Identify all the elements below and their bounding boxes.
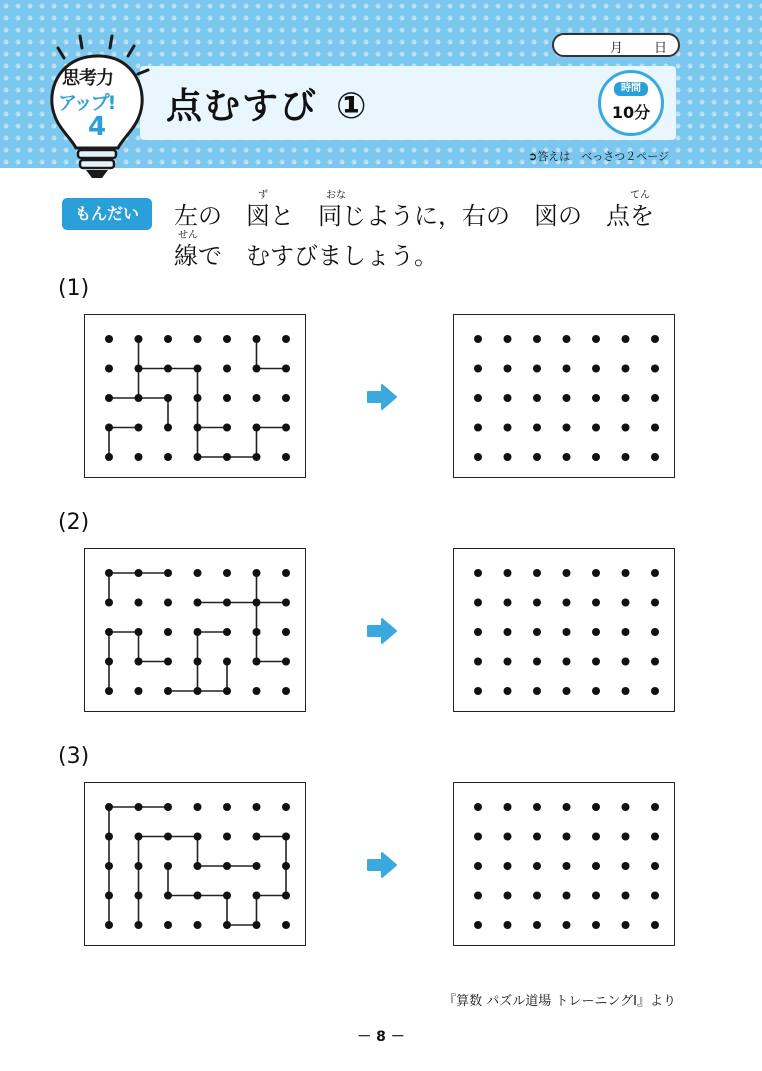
grid-dot: [282, 453, 290, 461]
grid-dot: [223, 833, 231, 841]
grid-dot: [164, 862, 172, 870]
grid-dot[interactable]: [651, 335, 659, 343]
grid-dot: [253, 394, 261, 402]
grid-dot: [105, 833, 113, 841]
grid-dot[interactable]: [592, 394, 600, 402]
grid-dot[interactable]: [563, 803, 571, 811]
grid-dot: [223, 394, 231, 402]
grid-dot[interactable]: [592, 628, 600, 636]
dot-grid-svg: [454, 549, 674, 711]
grid-dot: [253, 921, 261, 929]
grid-dot[interactable]: [474, 335, 482, 343]
grid-dot[interactable]: [622, 658, 630, 666]
ruby-sen: せん: [178, 230, 198, 241]
grid-dot[interactable]: [504, 365, 512, 373]
grid-dot[interactable]: [592, 453, 600, 461]
grid-dot: [223, 803, 231, 811]
dot-grid-answer[interactable]: [453, 782, 675, 946]
dot-grid-example: [84, 548, 306, 712]
grid-dot: [253, 862, 261, 870]
dot-grid-answer[interactable]: [453, 314, 675, 478]
grid-dot[interactable]: [504, 862, 512, 870]
badge-line2: アップ!: [58, 92, 115, 114]
grid-dot: [164, 658, 172, 666]
grid-dot: [223, 424, 231, 432]
grid-dot[interactable]: [622, 687, 630, 695]
grid-dot[interactable]: [474, 569, 482, 577]
grid-dot[interactable]: [592, 599, 600, 607]
grid-dot: [135, 658, 143, 666]
grid-dot[interactable]: [474, 628, 482, 636]
grid-dot: [282, 424, 290, 432]
grid-dot: [253, 453, 261, 461]
grid-dot[interactable]: [563, 687, 571, 695]
grid-dot[interactable]: [563, 569, 571, 577]
dot-grid-svg: [454, 315, 674, 477]
page-number: － 8 －: [357, 1029, 405, 1045]
arrow-circle-icon: ➲: [528, 150, 538, 163]
grid-dot: [164, 335, 172, 343]
grid-dot[interactable]: [592, 833, 600, 841]
grid-dot: [253, 687, 261, 695]
grid-dot[interactable]: [504, 803, 512, 811]
badge-line1: 思考力: [62, 68, 113, 89]
month-label: 月: [610, 41, 624, 56]
grid-dot: [105, 424, 113, 432]
grid-dot: [194, 394, 202, 402]
grid-dot[interactable]: [622, 453, 630, 461]
puzzle-label: (1): [58, 276, 90, 301]
grid-dot: [223, 599, 231, 607]
grid-dot[interactable]: [651, 628, 659, 636]
grid-dot[interactable]: [651, 394, 659, 402]
grid-dot: [253, 365, 261, 373]
grid-dot: [282, 658, 290, 666]
grid-dot: [105, 365, 113, 373]
grid-dot: [253, 569, 261, 577]
ruby-ona: おな: [326, 190, 346, 201]
puzzle-label: (2): [58, 510, 90, 535]
grid-dot: [194, 628, 202, 636]
grid-dot: [105, 687, 113, 695]
grid-dot: [223, 569, 231, 577]
grid-dot: [223, 892, 231, 900]
grid-dot[interactable]: [592, 569, 600, 577]
grid-dot[interactable]: [592, 658, 600, 666]
grid-dot: [223, 658, 231, 666]
grid-dot[interactable]: [533, 424, 541, 432]
grid-dot[interactable]: [622, 335, 630, 343]
time-label: 時間: [614, 82, 648, 96]
grid-dot[interactable]: [592, 687, 600, 695]
grid-dot: [194, 569, 202, 577]
instruction-line1: 左の 図と 同じように，右の 図の 点を: [174, 202, 654, 230]
day-label: 日: [654, 41, 668, 56]
grid-dot[interactable]: [474, 921, 482, 929]
grid-dot: [135, 453, 143, 461]
grid-dot: [194, 424, 202, 432]
dot-grid-svg: [85, 783, 305, 945]
grid-dot[interactable]: [563, 921, 571, 929]
grid-dot: [282, 365, 290, 373]
grid-dot[interactable]: [592, 862, 600, 870]
grid-dot[interactable]: [474, 453, 482, 461]
grid-dot: [282, 833, 290, 841]
grid-dot[interactable]: [533, 628, 541, 636]
grid-dot: [194, 658, 202, 666]
grid-dot: [164, 424, 172, 432]
time-badge: [598, 70, 664, 136]
grid-dot[interactable]: [563, 424, 571, 432]
grid-dot: [105, 921, 113, 929]
grid-dot: [282, 803, 290, 811]
grid-dot: [282, 569, 290, 577]
grid-dot: [135, 599, 143, 607]
grid-dot: [164, 803, 172, 811]
grid-dot: [105, 862, 113, 870]
right-arrow-icon: [366, 617, 398, 645]
grid-dot[interactable]: [504, 628, 512, 636]
grid-dot[interactable]: [622, 921, 630, 929]
grid-dot[interactable]: [592, 424, 600, 432]
grid-dot[interactable]: [651, 892, 659, 900]
grid-dot: [282, 394, 290, 402]
grid-dot: [105, 658, 113, 666]
grid-dot: [135, 862, 143, 870]
grid-dot: [253, 833, 261, 841]
grid-dot: [194, 833, 202, 841]
grid-dot[interactable]: [592, 365, 600, 373]
grid-dot[interactable]: [504, 921, 512, 929]
grid-dot[interactable]: [504, 453, 512, 461]
grid-dot[interactable]: [504, 892, 512, 900]
grid-dot: [282, 862, 290, 870]
grid-dot: [194, 365, 202, 373]
grid-dot[interactable]: [563, 833, 571, 841]
grid-dot[interactable]: [474, 424, 482, 432]
grid-dot: [194, 921, 202, 929]
grid-dot: [105, 453, 113, 461]
grid-dot[interactable]: [622, 569, 630, 577]
grid-dot[interactable]: [622, 599, 630, 607]
grid-dot[interactable]: [563, 394, 571, 402]
grid-dot[interactable]: [504, 335, 512, 343]
dot-grid-svg: [454, 783, 674, 945]
grid-dot[interactable]: [474, 658, 482, 666]
answer-note: ➲答えは べっさつ２ページ: [528, 150, 669, 163]
grid-dot: [135, 921, 143, 929]
grid-dot[interactable]: [533, 687, 541, 695]
grid-dot: [135, 394, 143, 402]
grid-dot[interactable]: [474, 394, 482, 402]
grid-dot: [164, 453, 172, 461]
grid-dot[interactable]: [533, 453, 541, 461]
grid-dot[interactable]: [533, 803, 541, 811]
grid-dot[interactable]: [474, 599, 482, 607]
grid-dot: [194, 599, 202, 607]
grid-dot[interactable]: [592, 921, 600, 929]
grid-dot: [105, 599, 113, 607]
grid-dot: [253, 658, 261, 666]
right-arrow-icon: [366, 383, 398, 411]
grid-dot: [282, 628, 290, 636]
page-title: 点むすび ①: [166, 86, 369, 127]
grid-dot: [135, 628, 143, 636]
grid-dot: [164, 569, 172, 577]
grid-dot[interactable]: [622, 394, 630, 402]
grid-dot: [253, 628, 261, 636]
dot-grid-svg: [85, 549, 305, 711]
grid-dot: [253, 892, 261, 900]
grid-dot[interactable]: [563, 658, 571, 666]
grid-dot[interactable]: [504, 599, 512, 607]
grid-dot[interactable]: [563, 335, 571, 343]
grid-dot[interactable]: [474, 365, 482, 373]
grid-dot[interactable]: [533, 599, 541, 607]
grid-dot[interactable]: [533, 921, 541, 929]
grid-dot[interactable]: [474, 892, 482, 900]
grid-dot[interactable]: [651, 833, 659, 841]
grid-dot: [164, 628, 172, 636]
grid-dot[interactable]: [651, 921, 659, 929]
grid-dot: [135, 687, 143, 695]
dot-grid-answer[interactable]: [453, 548, 675, 712]
grid-dot[interactable]: [651, 687, 659, 695]
grid-dot[interactable]: [474, 687, 482, 695]
grid-dot: [223, 453, 231, 461]
ruby-zu: ず: [258, 190, 268, 201]
grid-dot[interactable]: [533, 892, 541, 900]
grid-dot[interactable]: [563, 453, 571, 461]
grid-dot: [194, 803, 202, 811]
grid-dot[interactable]: [474, 833, 482, 841]
grid-dot[interactable]: [622, 803, 630, 811]
grid-dot: [282, 687, 290, 695]
grid-dot[interactable]: [533, 569, 541, 577]
grid-dot[interactable]: [563, 862, 571, 870]
grid-dot: [105, 628, 113, 636]
grid-dot: [164, 687, 172, 695]
grid-dot: [194, 335, 202, 343]
grid-dot: [223, 687, 231, 695]
grid-dot[interactable]: [474, 862, 482, 870]
grid-dot: [164, 394, 172, 402]
dot-grid-example: [84, 782, 306, 946]
grid-dot[interactable]: [504, 833, 512, 841]
grid-dot[interactable]: [533, 658, 541, 666]
grid-dot[interactable]: [651, 599, 659, 607]
grid-dot: [194, 453, 202, 461]
grid-dot[interactable]: [651, 453, 659, 461]
grid-dot[interactable]: [592, 803, 600, 811]
grid-dot: [223, 862, 231, 870]
source-credit: 『算数 パズル道場 トレーニングⅠ』より: [443, 994, 676, 1009]
grid-dot[interactable]: [504, 394, 512, 402]
grid-dot[interactable]: [533, 862, 541, 870]
grid-dot: [223, 335, 231, 343]
right-arrow-icon: [366, 851, 398, 879]
date-field: [552, 33, 680, 57]
grid-dot[interactable]: [563, 892, 571, 900]
grid-dot: [223, 921, 231, 929]
grid-dot[interactable]: [504, 687, 512, 695]
grid-dot[interactable]: [563, 628, 571, 636]
grid-dot[interactable]: [533, 394, 541, 402]
grid-dot: [135, 833, 143, 841]
grid-dot: [194, 892, 202, 900]
grid-dot[interactable]: [563, 599, 571, 607]
grid-dot: [135, 335, 143, 343]
grid-dot: [135, 365, 143, 373]
grid-dot[interactable]: [474, 803, 482, 811]
grid-dot: [135, 569, 143, 577]
dot-grid-example: [84, 314, 306, 478]
grid-dot: [164, 365, 172, 373]
grid-dot[interactable]: [622, 365, 630, 373]
grid-dot[interactable]: [651, 862, 659, 870]
grid-dot[interactable]: [651, 658, 659, 666]
grid-dot[interactable]: [651, 424, 659, 432]
grid-dot[interactable]: [533, 365, 541, 373]
badge-number: 4: [88, 112, 107, 142]
grid-dot: [194, 687, 202, 695]
grid-dot[interactable]: [592, 892, 600, 900]
grid-dot: [253, 424, 261, 432]
grid-dot: [282, 921, 290, 929]
grid-dot[interactable]: [651, 803, 659, 811]
grid-dot: [105, 803, 113, 811]
grid-dot: [105, 335, 113, 343]
grid-dot: [253, 335, 261, 343]
grid-dot: [282, 892, 290, 900]
grid-dot: [282, 599, 290, 607]
grid-dot[interactable]: [563, 365, 571, 373]
grid-dot: [223, 365, 231, 373]
grid-dot: [135, 424, 143, 432]
grid-dot: [105, 569, 113, 577]
grid-dot: [282, 335, 290, 343]
grid-dot: [164, 833, 172, 841]
grid-dot[interactable]: [622, 424, 630, 432]
puzzle-label: (3): [58, 744, 90, 769]
grid-dot: [194, 862, 202, 870]
grid-dot: [164, 599, 172, 607]
grid-dot: [253, 599, 261, 607]
grid-dot: [135, 803, 143, 811]
grid-dot: [253, 803, 261, 811]
ruby-ten: てん: [630, 190, 650, 201]
grid-dot: [135, 892, 143, 900]
instruction-line2: 線で むすびましょう。: [174, 242, 438, 270]
grid-dot[interactable]: [504, 424, 512, 432]
grid-dot: [223, 628, 231, 636]
grid-dot[interactable]: [592, 335, 600, 343]
grid-dot[interactable]: [622, 892, 630, 900]
grid-dot[interactable]: [622, 628, 630, 636]
grid-dot: [164, 892, 172, 900]
dot-grid-svg: [85, 315, 305, 477]
grid-dot[interactable]: [622, 833, 630, 841]
grid-dot[interactable]: [533, 833, 541, 841]
grid-dot: [164, 921, 172, 929]
problem-tag: もんだい: [62, 198, 152, 230]
grid-dot[interactable]: [651, 569, 659, 577]
grid-dot: [105, 892, 113, 900]
time-value: 10分: [611, 103, 651, 122]
grid-dot: [105, 394, 113, 402]
grid-dot[interactable]: [504, 569, 512, 577]
grid-dot[interactable]: [651, 365, 659, 373]
grid-dot[interactable]: [504, 658, 512, 666]
grid-dot[interactable]: [622, 862, 630, 870]
grid-dot[interactable]: [533, 335, 541, 343]
